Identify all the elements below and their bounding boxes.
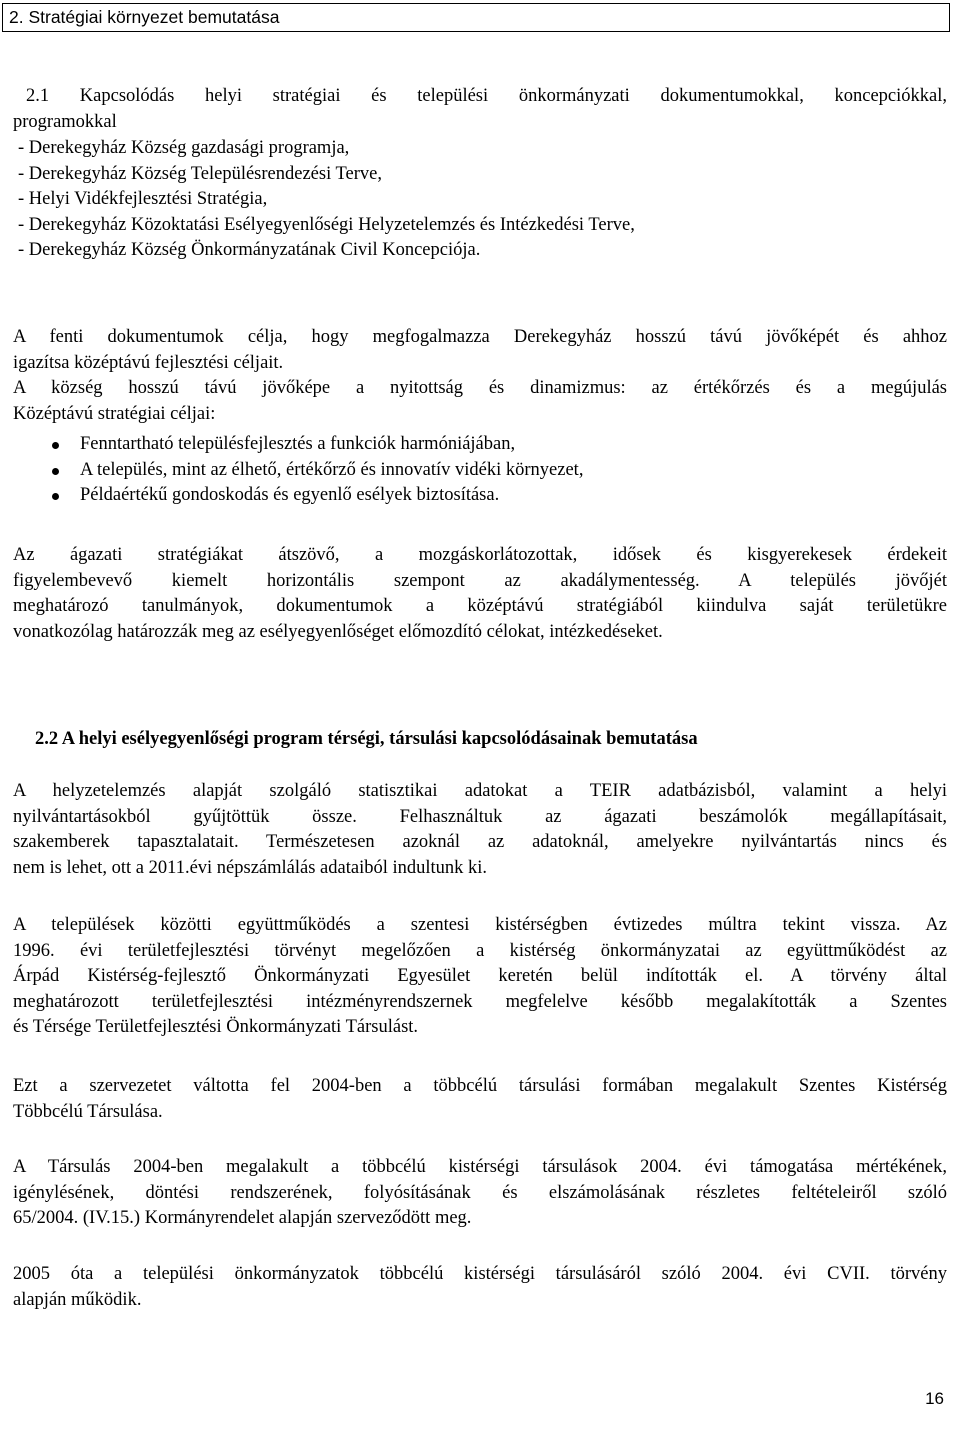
heading-line-2: programokkal: [13, 111, 117, 132]
paragraph-line: Az ágazati stratégiákat átszövő, a mozgáskorlátozottak, idősek és kisgyerekesek érdekeit: [13, 545, 947, 565]
paragraph-line: A települések közötti együttműködés a szentesi kistérségben évtizedes múltra tekint vissza. Az: [13, 915, 947, 935]
list-item: - Helyi Vidékfejlesztési Stratégia,: [18, 189, 268, 209]
list-item: - Derekegyház Község Önkormányzatának Civil Koncepciója.: [18, 240, 481, 260]
bullet-item: A település, mint az élhető, értékőrző és innovatív vidéki környezet,: [13, 458, 947, 484]
paragraph-line: A helyzetelemzés alapját szolgáló statisztikai adatokat a TEIR adatbázisból, valamint a helyi: [13, 781, 947, 801]
paragraph-line: 2005 óta a települési önkormányzatok többcélú kistérségi társulásáról szóló 2004. évi CVII. törvény: [13, 1264, 947, 1284]
paragraph-law: [13, 1262, 947, 1313]
list-item: - Derekegyház Község Településrendezési Terve,: [18, 163, 382, 184]
section-2-1-heading: [13, 84, 947, 135]
paragraph-line: Középtávú stratégiai céljai:: [13, 403, 216, 424]
paragraph-line: Ezt a szervezetet váltotta fel 2004-ben a többcélú társulási formában megalakult Szentes Kistérség: [13, 1076, 947, 1096]
paragraph-line: A Társulás 2004-ben megalakult a többcélú kistérségi társulások 2004. évi támogatása mértékének,: [13, 1157, 947, 1177]
list-item: - Derekegyház Község gazdasági programja,: [18, 138, 350, 158]
document-list: [13, 136, 947, 264]
paragraph-line: nyilvántartásokból gyűjtöttük össze. Felhasználtuk az ágazati beszámolók megállapításait,: [13, 806, 947, 827]
paragraph-line: igénylésének, döntési rendszerének, folyósításának és elszámolásának részletes feltételeiről szóló: [13, 1182, 947, 1203]
paragraph-line: meghatározott területfejlesztési intézményrendszernek megfelelve később megalakították a Szentes: [13, 991, 947, 1012]
strategic-goals-list: [13, 432, 947, 509]
section-title-box: [2, 3, 950, 32]
paragraph-line: Árpád Kistérség-fejlesztő Önkormányzati Egyesület keretén belül indították el. A törvény által: [13, 966, 947, 986]
bullet-item: Példaértékű gondoskodás és egyenlő esélyek biztosítása.: [13, 483, 947, 509]
section-2-2-heading: 2.2 A helyi esélyegyenlőségi program térségi, társulási kapcsolódásainak bemutatása: [35, 729, 698, 749]
paragraph-replacement: [13, 1074, 947, 1125]
paragraph-data-sources: [13, 779, 947, 881]
section-title: 2. Stratégiai környezet bemutatása: [9, 7, 280, 27]
paragraph-line: szakemberek tapasztalatait. Természetesen azoknál az adatoknál, amelyekre nyilvántartás nincs és: [13, 832, 947, 852]
paragraph-line: A község hosszú távú jövőképe a nyitottság és dinamizmus: az értékőrzés és a megújulás: [13, 378, 947, 398]
paragraph-line: Többcélú Társulása.: [13, 1101, 163, 1122]
paragraph-line: és Térsége Területfejlesztési Önkormányzati Társulást.: [13, 1017, 419, 1037]
paragraph-line: figyelembevevő kiemelt horizontális szempont az akadálymentesség. A település jövőjét: [13, 570, 947, 591]
bullet-item: Fenntartható településfejlesztés a funkciók harmóniájában,: [13, 432, 947, 458]
heading-line-1: 2.1 Kapcsolódás helyi stratégiai és települési önkormányzati dokumentumokkal, koncepciókkal,: [26, 86, 947, 106]
page-number: 16: [925, 1389, 944, 1408]
paragraph-cooperation: [13, 913, 947, 1041]
paragraph-line: 65/2004. (IV.15.) Kormányrendelet alapján szerveződött meg.: [13, 1208, 472, 1228]
paragraph-line: nem is lehet, ott a 2011.évi népszámlálás adataiból indultunk ki.: [13, 857, 488, 878]
paragraph-line: igazítsa középtávú fejlesztési céljait.: [13, 352, 284, 373]
paragraph-line: meghatározó tanulmányok, dokumentumok a középtávú stratégiából kiindulva saját területükre: [13, 596, 947, 616]
paragraph-line: 1996. évi területfejlesztési törvényt megelőzően a kistérség önkormányzatai az együttműködést az: [13, 940, 947, 961]
paragraph-line: A fenti dokumentumok célja, hogy megfogalmazza Derekegyház hosszú távú jövőképét és ahhoz: [13, 327, 947, 347]
paragraph-line: vonatkozólag határozzák meg az esélyegyenlőséget előmozdító célokat, intézkedéseket.: [13, 621, 663, 642]
paragraph-accessibility: [13, 543, 947, 645]
paragraph-association: [13, 1155, 947, 1232]
paragraph-line: alapján működik.: [13, 1289, 142, 1310]
list-item: - Derekegyház Közoktatási Esélyegyenlőségi Helyzetelemzés és Intézkedési Terve,: [18, 214, 635, 235]
paragraph-goals: [13, 325, 947, 427]
